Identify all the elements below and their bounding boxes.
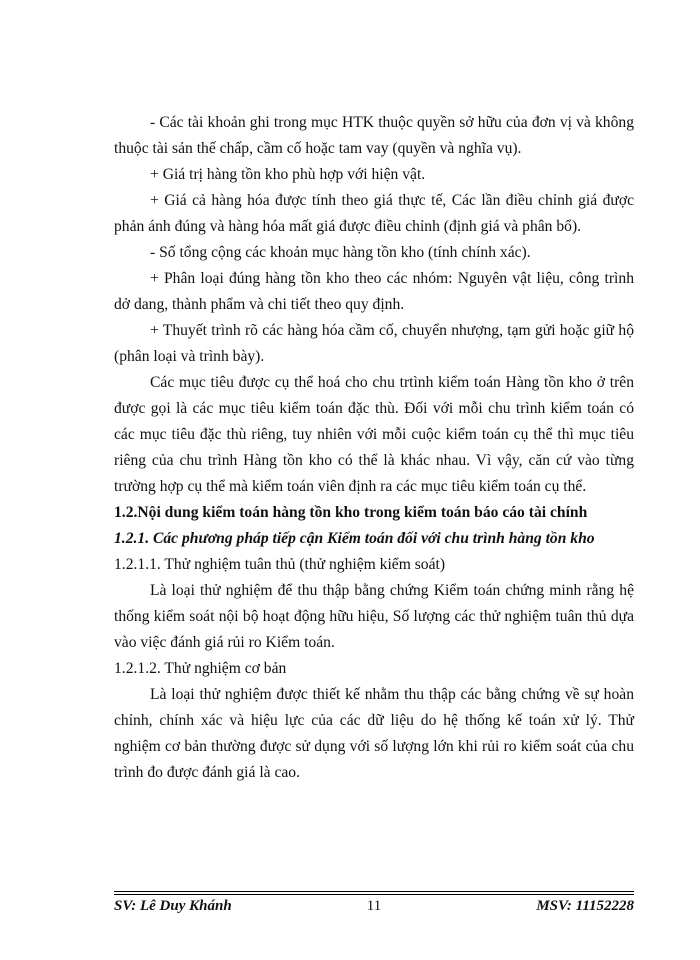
footer-student-id: MSV: 11152228: [536, 898, 634, 914]
section-heading-1-2-1-1: 1.2.1.1. Thử nghiệm tuân thủ (thử nghiệm kiểm soát): [114, 556, 446, 573]
footer-rule-thick: [114, 891, 634, 892]
footer-student-name: SV: Lê Duy Khánh: [114, 898, 232, 914]
footer-rule-thin: [114, 894, 634, 895]
paragraph-accuracy: - Số tổng cộng các khoản mục hàng tồn kho (tính chính xác).: [150, 244, 531, 261]
footer-page-number: 11: [366, 898, 382, 914]
paragraph-compliance-test: Là loại thử nghiệm để thu thập bằng chứng Kiểm toán chứng minh rằng hệ thống kiểm soát nội bộ hoạt động hữu hiệu, Số lượng các thử nghiệm tuân thủ dựa vào việc đánh giá rủi ro Kiểm toán.: [114, 582, 634, 651]
paragraph-specific-objectives: Các mục tiêu được cụ thể hoá cho chu trtình kiểm toán Hàng tồn kho ở trên được gọi là các mục tiêu kiểm toán đặc thù. Đối với mỗi chu trình kiểm toán có các mục tiêu đặc thù riêng, tuy nhiên với mỗi cuộc kiểm toán cụ thể thì mục tiêu riêng của chu trình Hàng tồn kho có thể là khác nhau. Vì vậy, căn cứ vào từng trường hợp cụ thể mà kiểm toán viên định ra các mục tiêu kiểm toán cụ thể.: [114, 374, 634, 495]
paragraph-substantive-test: Là loại thử nghiệm được thiết kế nhằm thu thập các bằng chứng về sự hoàn chỉnh, chính xác và hiệu lực của các dữ liệu do hệ thống kế toán xử lý. Thử nghiệm cơ bản thường được sử dụng với số lượng lớn khi rủi ro kiểm soát của chu trình đo được đánh giá là cao.: [114, 686, 634, 781]
section-heading-1-2-1-2: 1.2.1.2. Thử nghiệm cơ bản: [114, 660, 287, 677]
paragraph-disclosure: + Thuyết trình rõ các hàng hóa cầm cố, chuyển nhượng, tạm gửi hoặc giữ hộ (phân loại và trình bày).: [114, 322, 634, 365]
page-footer: [114, 898, 634, 920]
section-heading-1-2: 1.2.Nội dung kiểm toán hàng tồn kho trong kiểm toán báo cáo tài chính: [114, 504, 588, 521]
paragraph-ownership: - Các tài khoản ghi trong mục HTK thuộc quyền sở hữu của đơn vị và không thuộc tài sản thế chấp, cầm cố hoặc tam vay (quyền và nghĩa vụ).: [114, 114, 634, 157]
paragraph-valuation-match: + Giá trị hàng tồn kho phù hợp với hiện vật.: [150, 166, 426, 183]
document-body: [114, 110, 634, 786]
paragraph-pricing: + Giá cả hàng hóa được tính theo giá thực tế, Các lần điều chỉnh giá được phản ánh đúng và hàng hóa mất giá được điều chỉnh (định giá và phân bổ).: [114, 192, 634, 235]
paragraph-classification: + Phân loại đúng hàng tồn kho theo các nhóm: Nguyên vật liệu, công trình dở dang, thành phẩm và chi tiết theo quy định.: [114, 270, 634, 313]
section-heading-1-2-1: 1.2.1. Các phương pháp tiếp cận Kiểm toán đối với chu trình hàng tồn kho: [114, 530, 595, 547]
